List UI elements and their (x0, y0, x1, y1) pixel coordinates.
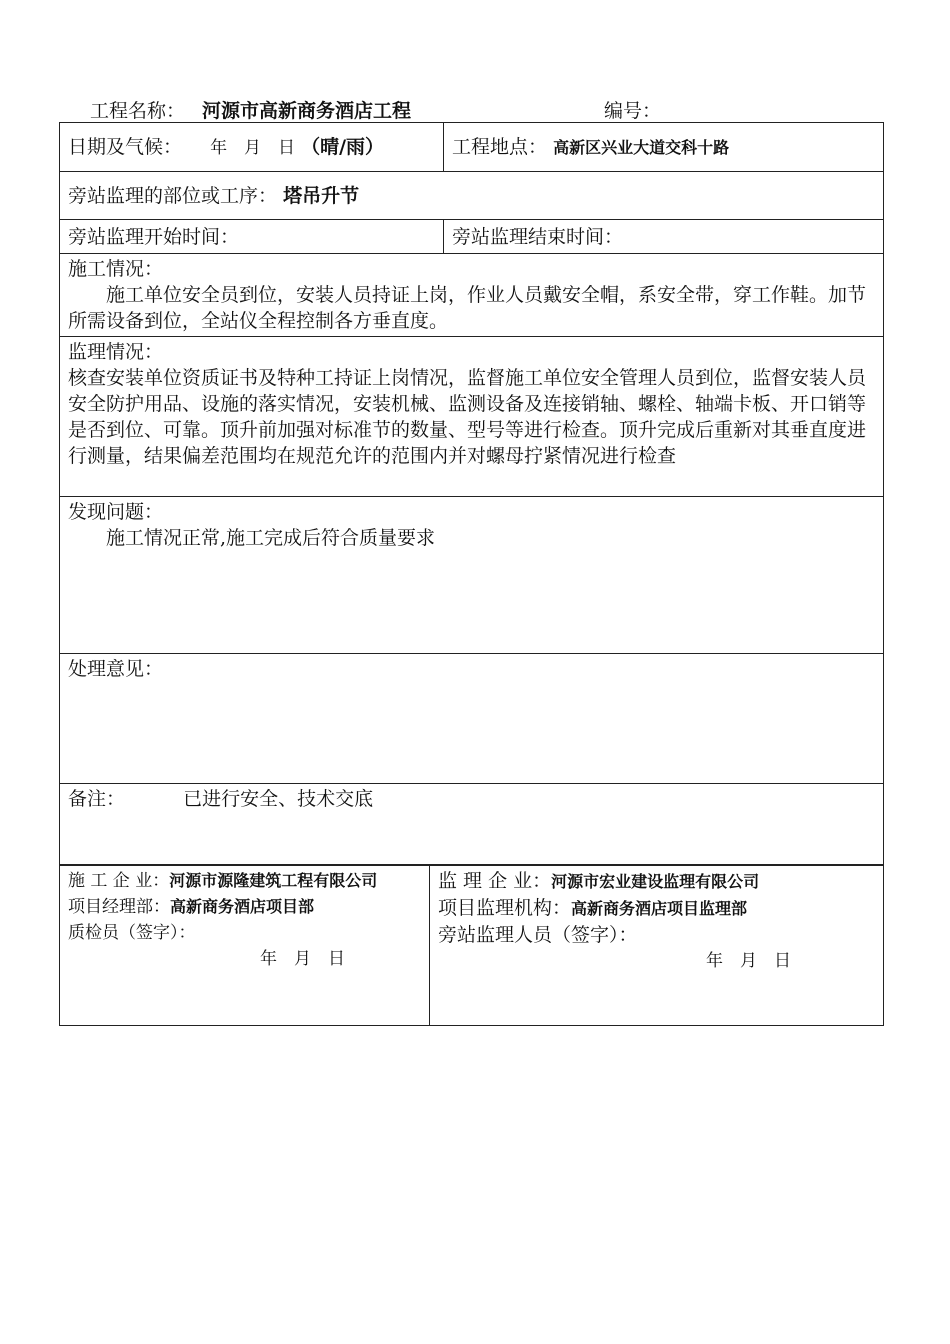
supervisor-org: 高新商务酒店项目监理部 (571, 899, 748, 918)
supervisor-signature-label: 旁站监理人员（签字）： (438, 924, 638, 946)
location-cell (444, 123, 884, 172)
remarks-cell (60, 784, 884, 866)
remarks-text: 已进行安全、技术交底 (183, 788, 374, 810)
construction-cell (60, 254, 884, 337)
supervisor-org-label: 项目监理机构： (438, 897, 572, 919)
handling-cell (60, 654, 884, 784)
construction-text: 施工单位安全员到位，安装人员持证上岗，作业人员戴安全帽，系安全带，穿工作鞋。加节所需设备到位，全站仪全程控制各方垂直度。 (68, 284, 867, 332)
start-time-cell (60, 220, 444, 254)
contractor-company-label: 施 工 企 业： (68, 871, 170, 891)
contractor-date: 年 月 日 (260, 949, 345, 969)
form-number-label: 编号： (604, 100, 662, 122)
end-time-label: 旁站监理结束时间： (452, 226, 624, 248)
contractor-cell (60, 865, 430, 1026)
supervisor-company-label: 监 理 企 业： (438, 870, 552, 892)
supervision-record-table (59, 122, 884, 866)
supervision-cell (60, 337, 884, 497)
start-time-label: 旁站监理开始时间： (68, 226, 240, 248)
date-weather-cell (60, 123, 444, 172)
inspector-signature-label: 质检员（签字）： (68, 923, 196, 943)
project-name-value: 河源市高新商务酒店工程 (202, 100, 412, 122)
location-value: 高新区兴业大道交科十路 (553, 138, 730, 157)
contractor-company: 河源市源隆建筑工程有限公司 (169, 871, 378, 890)
part-label: 旁站监理的部位或工序： (68, 185, 278, 207)
end-time-cell (444, 220, 884, 254)
issues-text: 施工情况正常,施工完成后符合质量要求 (106, 527, 436, 549)
remarks-label: 备注： (68, 788, 126, 810)
supervision-text: 核查安装单位资质证书及特种工持证上岗情况，监督施工单位安全管理人员到位，监督安装人员安全防护用品、设施的落实情况，安装机械、监测设备及连接销轴、螺栓、轴端卡板、开口销等是否到位、可靠。顶升前加强对标准节的数量、型号等进行检查。顶升完成后重新对其垂直度进行测量，结果偏差范围均在规范允许的范围内并对螺母拧紧情况进行检查 (68, 367, 867, 467)
project-name-label: 工程名称： (90, 100, 186, 122)
part-cell (60, 172, 884, 220)
location-label: 工程地点： (452, 136, 548, 158)
part-value: 塔吊升节 (283, 185, 360, 207)
form-header (90, 96, 890, 124)
handling-label: 处理意见： (68, 658, 164, 680)
contractor-dept-label: 项目经理部： (68, 897, 170, 917)
date-blank: 年 月 日 (210, 138, 296, 158)
date-weather-label: 日期及气候： (68, 136, 183, 158)
signature-table (59, 864, 884, 1026)
supervision-label: 监理情况： (68, 341, 164, 363)
weather-value: （晴/雨） (301, 136, 385, 158)
contractor-dept: 高新商务酒店项目部 (170, 897, 315, 916)
issues-cell (60, 497, 884, 654)
supervisor-company: 河源市宏业建设监理有限公司 (551, 872, 760, 891)
issues-label: 发现问题： (68, 501, 164, 523)
supervisor-date: 年 月 日 (706, 951, 791, 971)
supervisor-cell (430, 865, 884, 1026)
construction-label: 施工情况： (68, 258, 164, 280)
